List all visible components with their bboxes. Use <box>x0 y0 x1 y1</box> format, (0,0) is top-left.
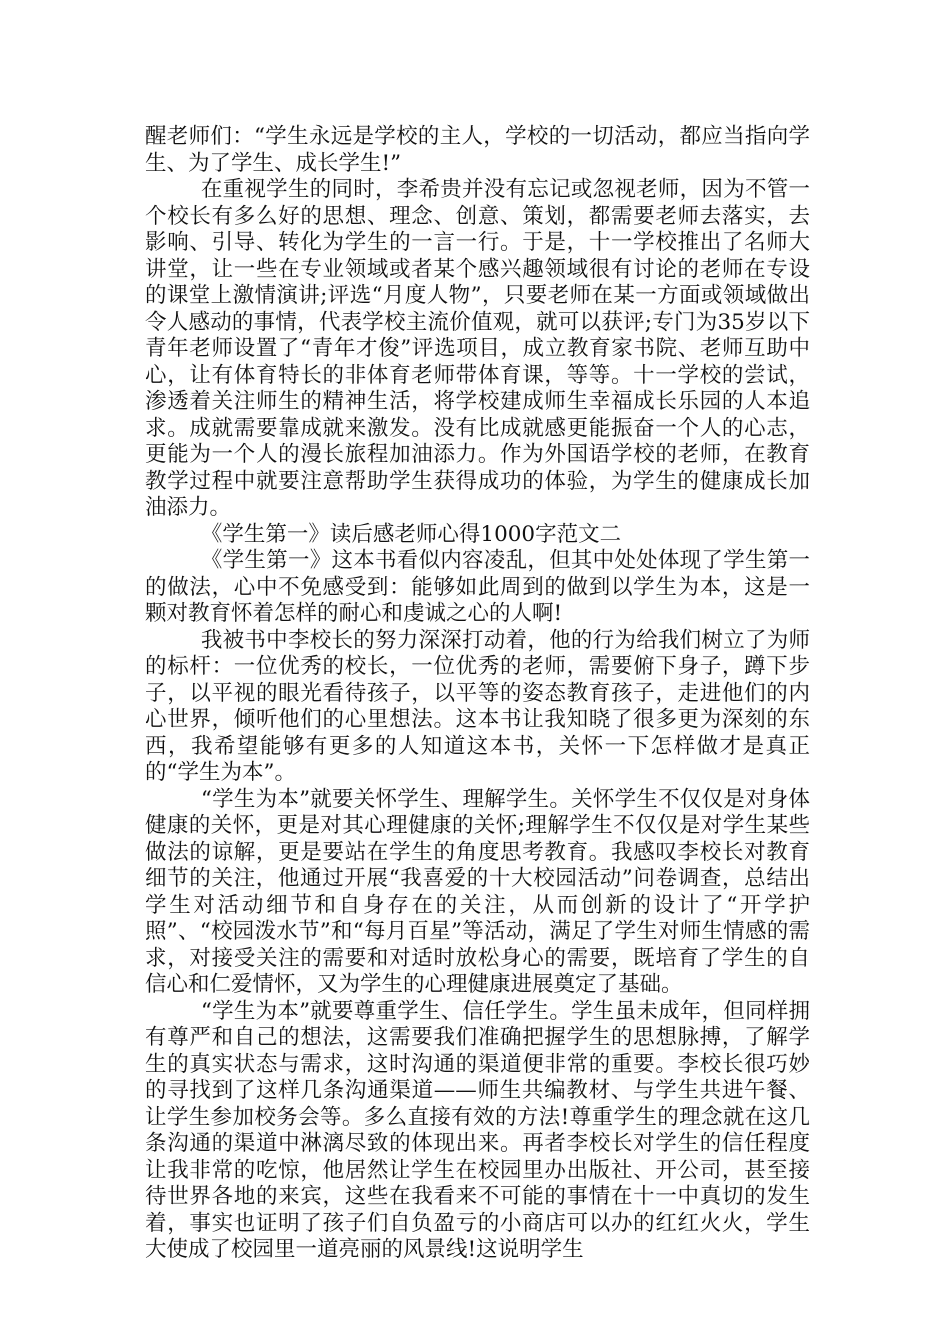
paragraph-continuation: 醒老师们：“学生永远是学校的主人，学校的一切活动，都应当指向学生、为了学生、成长学生!” <box>145 124 810 176</box>
paragraph-book-intro: 《学生第一》这本书看似内容凌乱，但其中处处体现了学生第一的做法，心中不免感受到：能够如此周到的做到以学生为本，这是一颗对教育怀着怎样的耐心和虔诚之心的人啊! <box>145 548 810 626</box>
paragraph-respect-trust: “学生为本”就要尊重学生、信任学生。学生虽未成年，但同样拥有尊严和自己的想法，这需要我们准确把握学生的思想脉搏，了解学生的真实状态与需求，这时沟通的渠道便非常的重要。李校长很巧妙的寻找到了这样几条沟通渠道——师生共编教材、与学生共进午餐、让学生参加校务会等。多么直接有效的方法!尊重学生的理念就在这几条沟通的渠道中淋漓尽致的体现出来。再者李校长对学生的信任程度让我非常的吃惊，他居然让学生在校园里办出版社、开公司，甚至接待世界各地的来宾，这些在我看来不可能的事情在十一中真切的发生着，事实也证明了孩子们自负盈亏的小商店可以办的红红火火，学生大使成了校园里一道亮丽的风景线!这说明学生 <box>145 998 810 1262</box>
essay-heading: 《学生第一》读后感老师心得1000字范文二 <box>200 521 622 547</box>
paragraph-teachers: 在重视学生的同时，李希贵并没有忘记或忽视老师，因为不管一个校长有多么好的思想、理念、创意、策划，都需要老师去落实，去影响、引导、转化为学生的一言一行。于是，十一学校推出了名师大讲堂，让一些在专业领域或者某个感兴趣领域很有讨论的老师在专设的课堂上激情演讲;评选“月度人物”，只要老师在某一方面或领域做出令人感动的事情，代表学校主流价值观，就可以获评;专门为35岁以下青年老师设置了“青年才俊”评选项目，成立教育家书院、老师互助中心，让有体育特长的非体育老师带体育课，等等。十一学校的尝试，渗透着关注师生的精神生活，将学校建成师生幸福成长乐园的人本追求。成就需要靠成就来激发。没有比成就感更能振奋一个人的心志，更能为一个人的漫长旅程加油添力。作为外国语学校的老师，在教育教学过程中就要注意帮助学生获得成功的体验，为学生的健康成长加油添力。 <box>145 177 810 520</box>
paragraph-principal-example: 我被书中李校长的努力深深打动着，他的行为给我们树立了为师的标杆：一位优秀的校长，一位优秀的老师，需要俯下身子，蹲下步子，以平视的眼光看待孩子，以平等的姿态教育孩子，走进他们的内心世界，倾听他们的心里想法。这本书让我知晓了很多更为深刻的东西，我希望能够有更多的人知道这本书，关怀一下怎样做才是真正的“学生为本”。 <box>145 627 810 785</box>
paragraph-care-understand: “学生为本”就要关怀学生、理解学生。关怀学生不仅仅是对身体健康的关怀，更是对其心理健康的关怀;理解学生不仅仅是对学生某些做法的谅解，更是要站在学生的角度思考教育。我感叹李校长对教育细节的关注，他通过开展“我喜爱的十大校园活动”问卷调查，总结出学生对活动细节和自身存在的关注，从而创新的设计了“开学护照”、“校园泼水节”和“每月百星”等活动，满足了学生对师生情感的需求，对接受关注的需要和对适时放松身心的需要，既培育了学生的自信心和仁爱情怀，又为学生的心理健康进展奠定了基础。 <box>145 786 810 997</box>
document-body <box>145 124 810 1264</box>
